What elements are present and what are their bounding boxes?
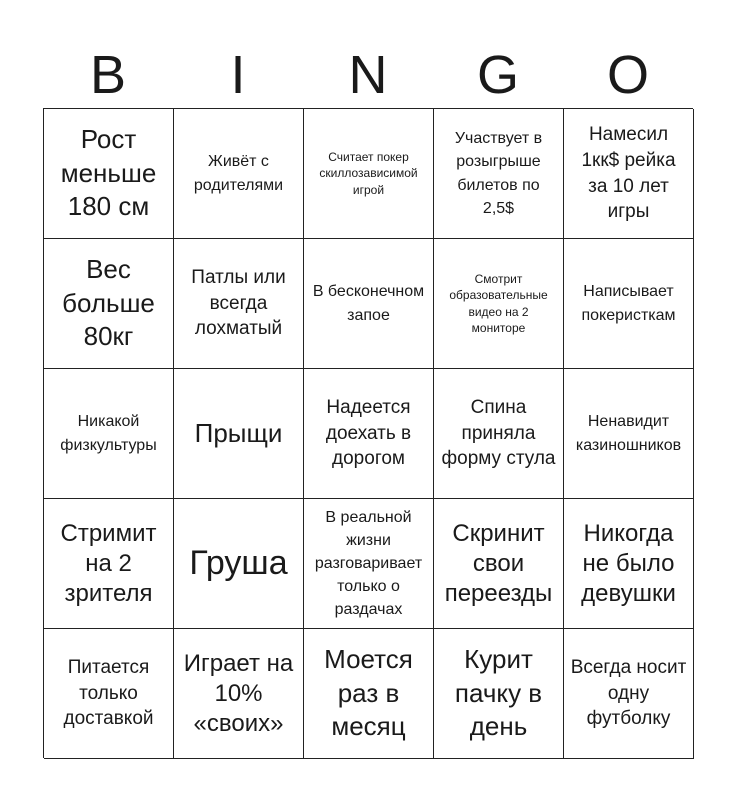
cell-text: Намесил 1кк$ рейка за 10 лет игры [581,124,676,223]
bingo-cell-r5c1[interactable] [44,629,174,759]
cell-text: В бесконечном запое [312,283,425,324]
cell-text: Ненавидит казиношников [575,413,682,454]
cell-text: Вес больше 80кг [62,253,155,352]
cell-text: Прыщи [194,417,283,448]
bingo-cell-r1c2[interactable] [174,109,304,239]
bingo-cell-r2c3[interactable] [304,239,434,369]
bingo-cell-r2c2[interactable] [174,239,304,369]
cell-text: Груша [189,544,288,583]
bingo-cell-r1c4[interactable] [434,109,564,239]
bingo-cell-r4c5[interactable] [564,499,694,629]
bingo-board [43,108,693,758]
bingo-cell-r4c3[interactable] [304,499,434,629]
header-letter-n: N [348,45,388,105]
header-letter-g: G [476,45,519,105]
bingo-cell-r3c1[interactable] [44,369,174,499]
bingo-cell-r5c5[interactable] [564,629,694,759]
cell-text: В реальной жизни разговаривает только о раздачах [314,508,423,619]
cell-text: Моется раз в месяц [324,643,413,742]
cell-text: Всегда носит одну футболку [570,657,687,730]
bingo-cell-r5c2[interactable] [174,629,304,759]
cell-text: Участвует в розыгрыше билетов по 2,5$ [454,130,543,217]
bingo-cell-r2c5[interactable] [564,239,694,369]
cell-text: Курит пачку в день [454,643,543,742]
cell-text: Питается только доставкой [63,657,154,730]
cell-text: Никакой физкультуры [60,413,157,454]
bingo-cell-r3c2[interactable] [174,369,304,499]
cell-text: Живёт с родителями [193,153,284,194]
bingo-cell-r2c4[interactable] [434,239,564,369]
bingo-cell-r2c1[interactable] [44,239,174,369]
bingo-cell-r1c3[interactable] [304,109,434,239]
header-letter-i: I [230,45,246,105]
bingo-cell-r4c1[interactable] [44,499,174,629]
bingo-cell-r4c2[interactable] [174,499,304,629]
cell-text: Скринит свои переезды [444,519,553,607]
bingo-cell-r3c4[interactable] [434,369,564,499]
bingo-cell-r1c5[interactable] [564,109,694,239]
cell-text: Стримит на 2 зрителя [60,519,157,607]
cell-text: Написывает покеристкам [581,283,676,324]
bingo-cell-r3c5[interactable] [564,369,694,499]
cell-text: Надеется доехать в дорогом [325,397,412,470]
bingo-cell-r1c1[interactable] [44,109,174,239]
cell-text: Никогда не было девушки [581,519,676,607]
cell-text: Спина приняла форму стула [441,397,556,470]
bingo-header [43,40,693,110]
bingo-cell-r4c4[interactable] [434,499,564,629]
cell-text: Считает покер скиллозависимой игрой [319,150,418,197]
cell-text: Смотрит образовательные видео на 2 мониторе [449,272,548,335]
cell-text: Рост меньше 180 см [60,123,157,222]
header-letter-o: O [606,45,649,105]
bingo-cell-r5c3[interactable] [304,629,434,759]
header-letter-b: B [89,45,127,105]
cell-text: Патлы или всегда лохматый [191,267,286,340]
cell-text: Играет на 10% «своих» [183,649,294,737]
bingo-cell-r5c4[interactable] [434,629,564,759]
bingo-cell-r3c3[interactable] [304,369,434,499]
